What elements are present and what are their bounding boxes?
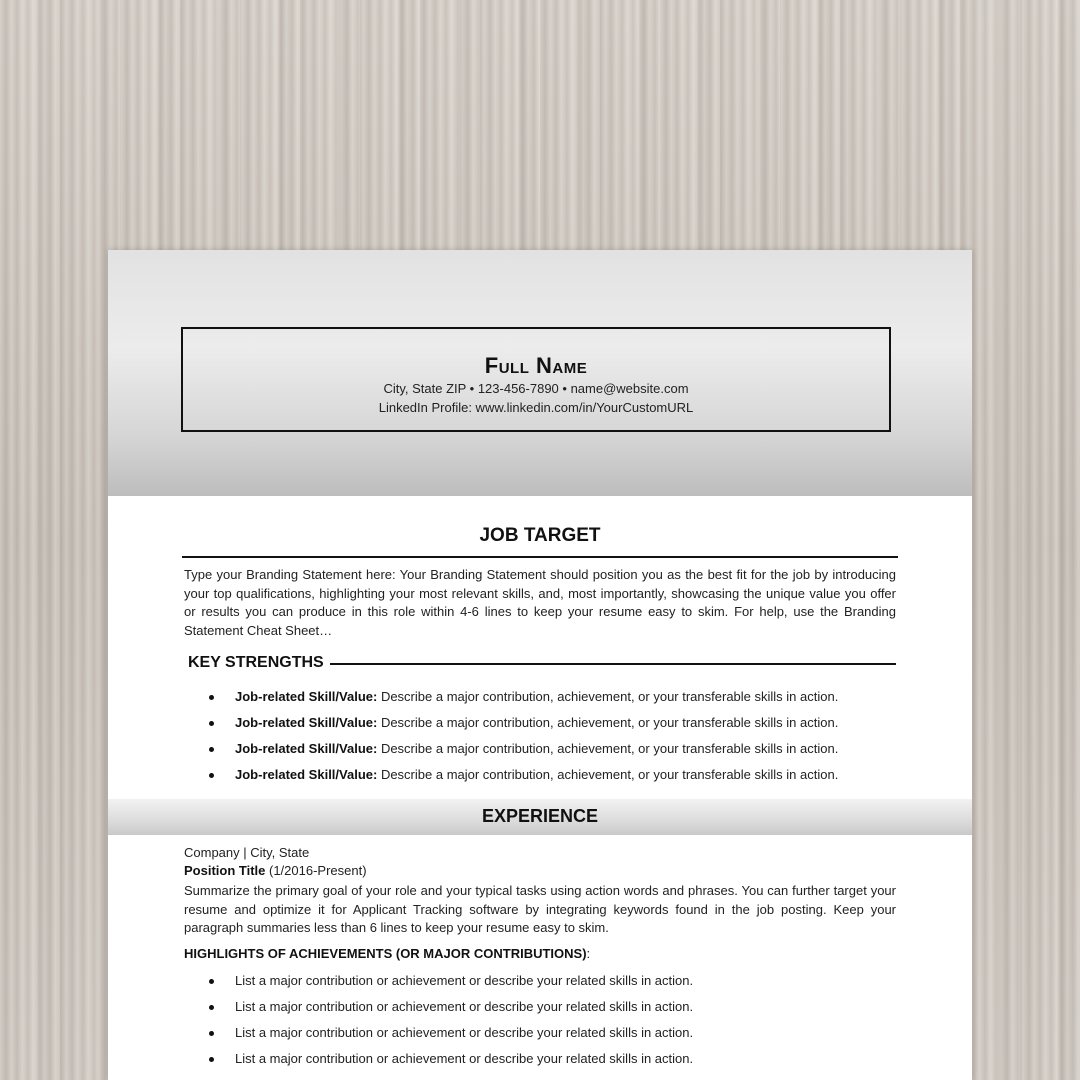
strength-text: Describe a major contribution, achievement, or your transferable skills in action. [377,741,839,756]
list-item [108,1020,972,1046]
highlights-colon: : [586,946,591,961]
highlight-text: List a major contribution or achievement or describe your related skills in action. [235,1025,694,1040]
list-item [108,1046,972,1072]
header-band [108,250,972,496]
strength-text: Describe a major contribution, achievement, or your transferable skills in action. [377,689,839,704]
list-item [108,710,972,736]
strength-label: Job-related Skill/Value: [235,741,378,756]
name-box [181,327,891,432]
highlight-text: List a major contribution or achievement or describe your related skills in action. [235,1051,694,1066]
branding-statement: Type your Branding Statement here: Your Branding Statement should position you as the best fit for the job by introducing your top qualifications, highlighting your most relevant skills, and, most importantly, showcasing the unique value you offer or results you can produce in this role within 4-6 lines to keep your resume easy to skim. For help, use the Branding Statement Cheat Sheet… [184,567,896,638]
bullet-icon [209,695,214,700]
strength-text: Describe a major contribution, achievement, or your transferable skills in action. [377,767,839,782]
bullet-icon [209,747,214,752]
contact-line: City, State ZIP • 123-456-7890 • name@website.com [383,381,689,396]
bullet-icon [209,979,214,984]
bullet-icon [209,1005,214,1010]
bullet-icon [209,721,214,726]
key-strengths-rule [324,663,896,665]
strength-label: Job-related Skill/Value: [235,715,378,730]
position-title: Position Title [184,863,266,878]
highlight-text: List a major contribution or achievement or describe your related skills in action. [235,999,694,1014]
list-item [108,968,972,994]
role-summary: Summarize the primary goal of your role and your typical tasks using action words and phrases. You can further target your resume and optimize it for Applicant Tracking software by integrating keywords found in the job posting. Keep your paragraph summaries less than 6 lines to keep your resume easy to skim. [184,883,896,936]
bullet-icon [209,1057,214,1062]
highlight-text: List a major contribution or achievement or describe your related skills in action. [235,973,694,988]
list-item [108,994,972,1020]
experience-heading: EXPERIENCE [481,806,599,826]
strength-label: Job-related Skill/Value: [235,689,378,704]
bullet-icon [209,773,214,778]
highlights-list [108,968,972,1072]
key-strengths-heading: KEY STRENGTHS [188,654,330,672]
list-item [108,684,972,710]
highlights-heading: HIGHLIGHTS OF ACHIEVEMENTS (OR MAJOR CONTRIBUTIONS) [184,946,587,961]
list-item [108,762,972,788]
list-item [108,736,972,762]
full-name: Full Name [484,353,588,378]
strength-text: Describe a major contribution, achievement, or your transferable skills in action. [377,715,839,730]
highlights-line [184,945,590,963]
position-line [184,862,367,880]
company-line: Company | City, State [184,845,310,860]
bullet-icon [209,1031,214,1036]
linkedin-line: LinkedIn Profile: www.linkedin.com/in/YourCustomURL [378,400,694,415]
key-strengths-list [108,684,972,788]
job-target-heading: JOB TARGET [479,525,601,546]
resume-page [108,250,972,1080]
strength-label: Job-related Skill/Value: [235,767,378,782]
position-dates: (1/2016-Present) [265,863,367,878]
job-target-rule [182,556,898,558]
